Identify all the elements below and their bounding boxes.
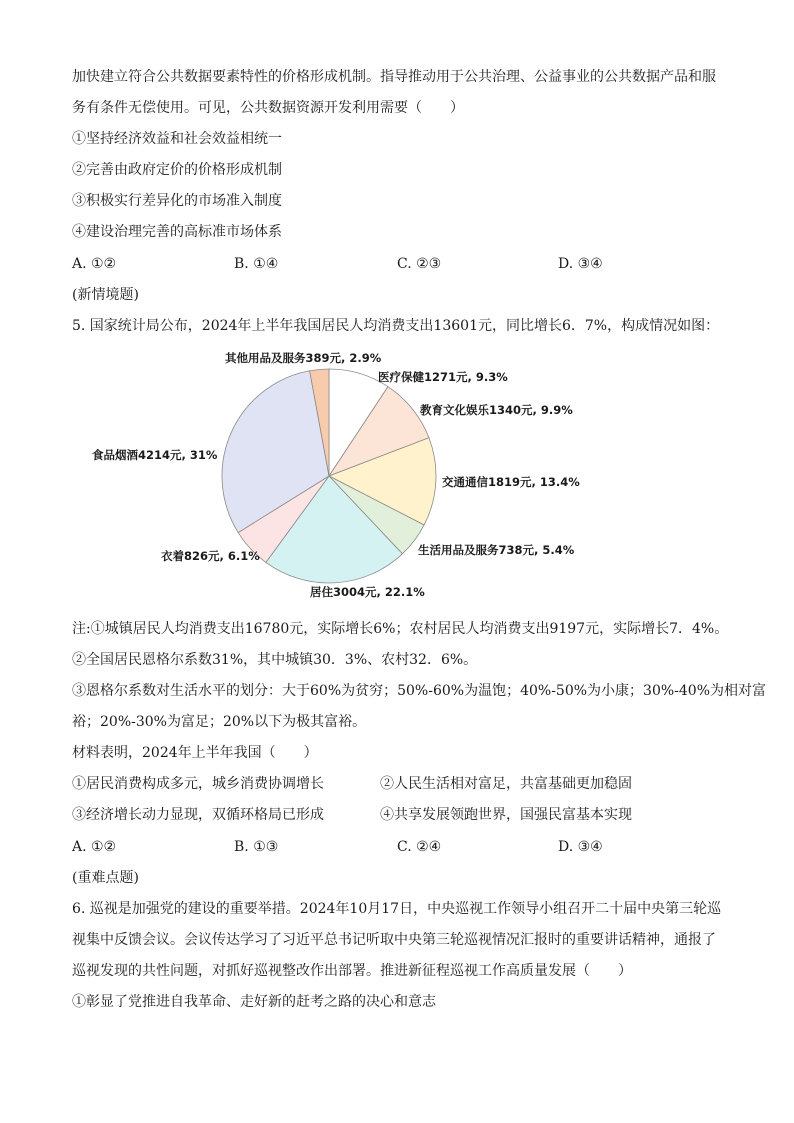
pie-slice-label: 生活用品及服务738元, 5.4%: [418, 543, 575, 557]
q5-statement-2: ②人民生活相对富足，共富基础更加稳固: [380, 776, 632, 792]
q5-question: 材料表明，2024年上半年我国（ ）: [72, 745, 318, 761]
q6-statement-1: ①彰显了党推进自我革命、走好新的赶考之路的决心和意志: [72, 994, 436, 1010]
q4-statement-2: ②完善由政府定价的价格形成机制: [72, 162, 282, 178]
q5-note-2: ②全国居民恩格尔系数31%，其中城镇30．3%、农村32．6%。: [72, 652, 478, 668]
q5-option-c[interactable]: C. ②④: [397, 839, 442, 855]
q6-text-line-3: 巡视发现的共性问题，对抓好巡视整改作出部署。推进新征程巡视工作高质量发展（ ）: [72, 963, 632, 979]
q4-text-line-2: 务有条件无偿使用。可见，公共数据资源开发利用需要（ ）: [72, 100, 464, 116]
q5-option-a[interactable]: A. ①②: [72, 839, 117, 855]
pie-slice-label: 食品烟酒4214元, 31%: [92, 448, 218, 462]
pie-slice-label: 教育文化娱乐1340元, 9.9%: [420, 403, 573, 417]
q6-text-line-2: 视集中反馈会议。会议传达学习了习近平总书记听取中央第三轮巡视情况汇报时的重要讲话精神，通报了: [72, 932, 716, 948]
consumption-pie-chart: [80, 345, 600, 607]
q5-option-d[interactable]: D. ③④: [558, 839, 603, 855]
q4-option-a[interactable]: A. ①②: [72, 256, 117, 272]
q5-statement-1: ①居民消费构成多元，城乡消费协调增长: [72, 776, 324, 792]
q5-option-b[interactable]: B. ①③: [234, 839, 279, 855]
q6-tag: (重难点题): [72, 870, 139, 886]
q6-text-line-1: 6. 巡视是加强党的建设的重要举措。2024年10月17日，中央巡视工作领导小组召开二十届中央第三轮巡: [72, 901, 722, 917]
pie-slice-label: 其他用品及服务389元, 2.9%: [225, 351, 382, 365]
q4-option-b[interactable]: B. ①④: [234, 256, 279, 272]
q4-text-line-1: 加快建立符合公共数据要素特性的价格形成机制。指导推动用于公共治理、公益事业的公共数据产品和服: [72, 69, 716, 85]
q4-statement-1: ①坚持经济效益和社会效益相统一: [72, 131, 282, 147]
pie-slice-label: 医疗保健1271元, 9.3%: [378, 370, 508, 384]
pie-slice-label: 居住3004元, 22.1%: [310, 585, 425, 599]
q4-statement-3: ③积极实行差异化的市场准入制度: [72, 193, 282, 209]
pie-slice-label: 交通通信1819元, 13.4%: [442, 475, 580, 489]
q5-statement-3: ③经济增长动力显现，双循环格局已形成: [72, 807, 324, 823]
q4-statement-4: ④建设治理完善的高标准市场体系: [72, 224, 282, 240]
q5-note-4: 裕；20%-30%为富足；20%以下为极其富裕。: [72, 714, 367, 730]
q5-statement-4: ④共享发展领跑世界，国强民富基本实现: [380, 807, 632, 823]
q5-note-1: 注:①城镇居民人均消费支出16780元，实际增长6%；农村居民人均消费支出9197元，实际增长7．4%。: [72, 621, 729, 637]
q4-option-c[interactable]: C. ②③: [397, 256, 442, 272]
q5-tag: (新情境题): [72, 287, 139, 303]
pie-slice-label: 衣着826元, 6.1%: [161, 549, 260, 563]
q4-option-d[interactable]: D. ③④: [558, 256, 603, 272]
q5-note-3: ③恩格尔系数对生活水平的划分：大于60%为贫穷；50%-60%为温饱；40%-50%为小康；30%-40%为相对富: [72, 683, 767, 699]
q5-stem: 5. 国家统计局公布，2024年上半年我国居民人均消费支出13601元，同比增长6．7%，构成情况如图：: [72, 318, 720, 334]
